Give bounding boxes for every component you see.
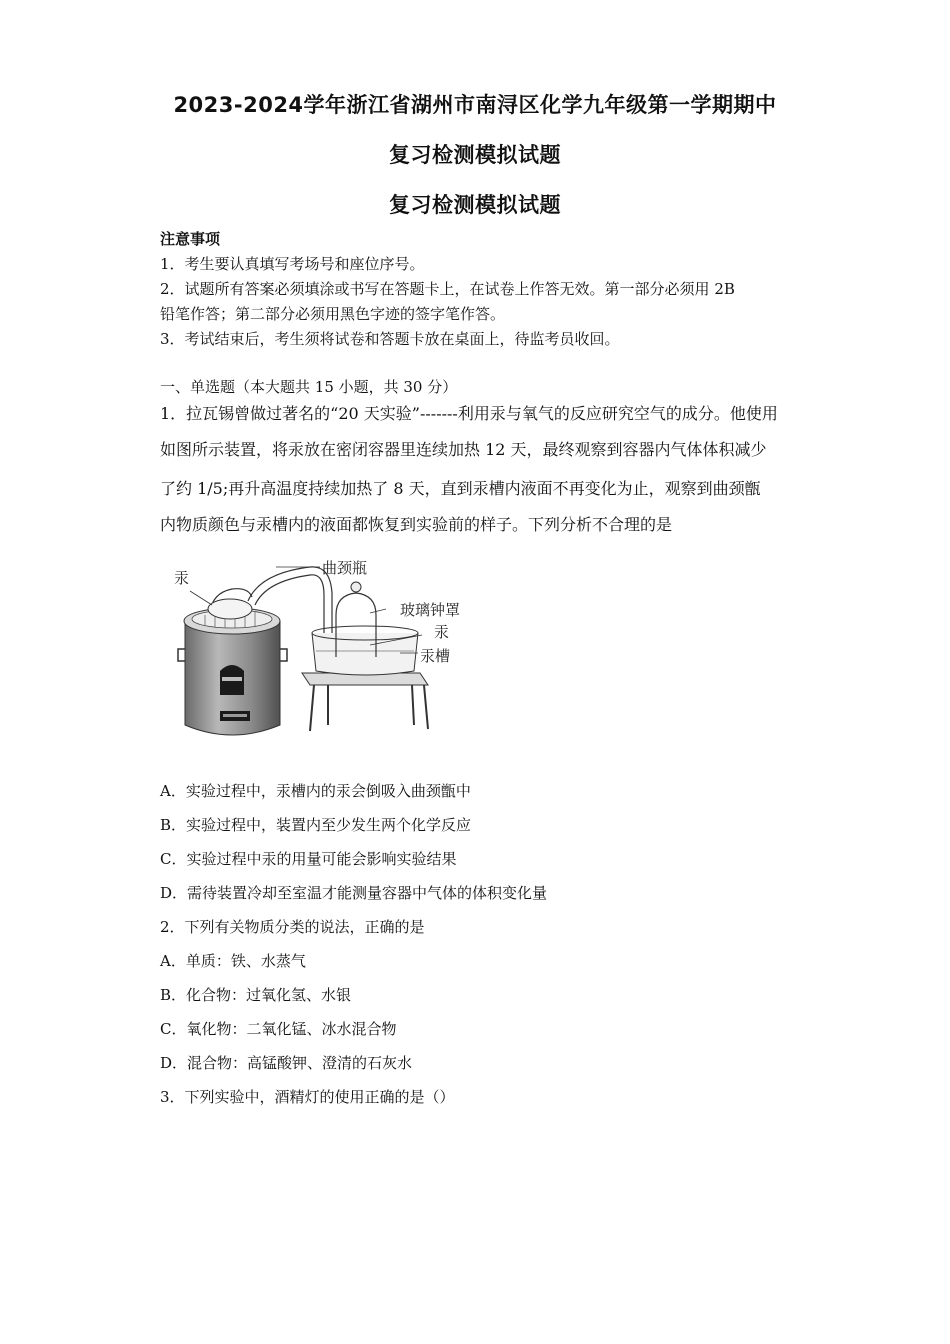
stand-table [302,673,428,731]
q2-option-d: D．混合物：高锰酸钾、澄清的石灰水 [160,1054,413,1072]
notice-item: 1．考生要认真填写考场号和座位序号。 [160,255,425,273]
q3-stem: 3．下列实验中，酒精灯的使用正确的是（） [160,1088,455,1106]
notice-item: 2．试题所有答案必须填涂或书写在答题卡上，在试卷上作答无效。第一部分必须用 2B [160,280,735,298]
q1-option-b: B．实验过程中，装置内至少发生两个化学反应 [160,816,472,834]
figure-label-mercury-right: 汞 [434,623,450,641]
q2-option-a: A．单质：铁、水蒸气 [160,952,306,970]
q1-option-d: D．需待装置冷却至室温才能测量容器中气体的体积变化量 [160,884,548,902]
furnace [178,608,287,735]
figure-label-bell-jar: 玻璃钟罩 [400,601,461,619]
q1-stem-line: 了约 1/5;再升高温度持续加热了 8 天，直到汞槽内液面不再变化为止，观察到曲颈甑 [160,479,761,498]
lavoisier-apparatus-figure [160,553,500,748]
exam-title-line-1: 2023-2024学年浙江省湖州市南浔区化学九年级第一学期期中 [173,93,777,117]
notice-heading: 注意事项 [160,230,221,248]
figure-label-mercury-left: 汞 [174,569,190,587]
exam-title-line-3: 复习检测模拟试题 [389,193,561,217]
exam-title-line-2: 复习检测模拟试题 [389,143,561,167]
q1-stem-line: 如图所示装置，将汞放在密闭容器里连续加热 12 天，最终观察到容器内气体体积减少 [160,440,767,459]
q1-option-c: C．实验过程中汞的用量可能会影响实验结果 [160,850,457,868]
q2-option-b: B．化合物：过氧化氢、水银 [160,986,352,1004]
figure-label-trough: 汞槽 [420,647,451,665]
mercury-trough [312,626,418,675]
notice-item: 铅笔作答；第二部分必须用黑色字迹的签字笔作答。 [160,305,506,323]
q1-stem-line: 1．拉瓦锡曾做过著名的“20 天实验”-------利用汞与氧气的反应研究空气的成分。他使用 [160,404,778,423]
q1-stem-line: 内物质颜色与汞槽内的液面都恢复到实验前的样子。下列分析不合理的是 [160,515,673,534]
q1-option-a: A．实验过程中，汞槽内的汞会倒吸入曲颈甑中 [160,782,471,800]
figure-label-retort: 曲颈瓶 [322,559,368,577]
q2-stem: 2．下列有关物质分类的说法，正确的是 [160,918,425,936]
section-heading: 一、单选题（本大题共 15 小题，共 30 分） [160,378,458,396]
notice-item: 3．考试结束后，考生须将试卷和答题卡放在桌面上，待监考员收回。 [160,330,620,348]
q2-option-c: C．氧化物：二氧化锰、冰水混合物 [160,1020,397,1038]
